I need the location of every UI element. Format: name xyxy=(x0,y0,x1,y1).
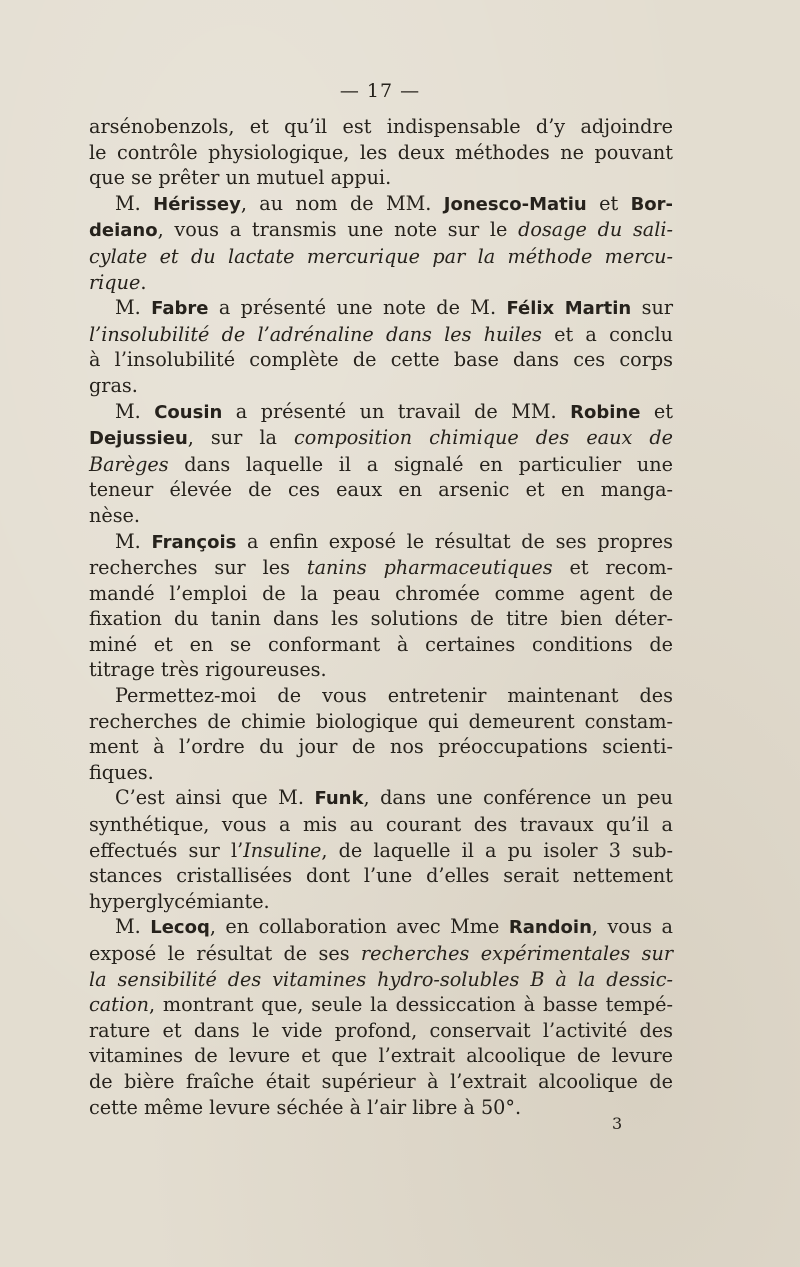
text-line xyxy=(89,1018,673,1044)
text-run: C’est ainsi que M. xyxy=(115,786,315,810)
body-text xyxy=(89,114,673,1120)
text-line xyxy=(89,1069,673,1095)
author-name: deiano xyxy=(89,220,158,242)
text-run: M. xyxy=(115,399,155,423)
text-run: et xyxy=(640,399,673,423)
italic-title: recherches expérimentales sur xyxy=(360,942,673,965)
text-run: exposé le résultat de ses xyxy=(89,942,361,965)
text-run: vitamines de levure et que l’extrait alcoolique de levure xyxy=(89,1044,673,1068)
text-line xyxy=(89,529,673,556)
text-line xyxy=(89,863,673,889)
text-run: , sur la xyxy=(187,426,295,450)
text-line xyxy=(89,760,673,786)
text-run: rature et dans le vide profond, conservait l’activité des xyxy=(89,1018,673,1042)
italic-title: la sensibilité des vitamines hydro-solubles B à la dessic- xyxy=(89,967,673,991)
text-line xyxy=(89,244,673,270)
text-run: a présenté un travail de MM. xyxy=(222,399,571,423)
author-name: Funk xyxy=(314,788,364,810)
text-line xyxy=(89,373,673,399)
author-name: Hérissey xyxy=(153,193,241,215)
author-name: Randoin xyxy=(508,917,592,939)
author-name: Jonesco-Matiu xyxy=(443,193,587,215)
text-line xyxy=(89,657,673,683)
author-name: Félix Martin xyxy=(506,298,632,320)
author-name: Fabre xyxy=(151,298,209,320)
text-line xyxy=(89,217,673,244)
text-line xyxy=(89,992,673,1018)
text-run: de bière fraîche était supérieur à l’extrait alcoolique de xyxy=(89,1069,673,1093)
text-line xyxy=(89,838,673,864)
text-run: fixation du tanin dans les solutions de titre bien déter- xyxy=(89,607,673,631)
text-line xyxy=(89,191,673,218)
text-line xyxy=(89,270,673,296)
text-run: , vous a xyxy=(591,915,673,939)
author-name: Cousin xyxy=(154,401,223,423)
text-line xyxy=(89,632,673,658)
text-run: recherches de chimie biologique qui demeurent constam- xyxy=(89,709,673,733)
text-line xyxy=(89,889,673,915)
text-line xyxy=(89,140,673,166)
text-line xyxy=(89,967,673,993)
text-run: nèse. xyxy=(89,503,141,527)
text-run: a enfin exposé le résultat de ses propres xyxy=(236,529,673,553)
text-run: a présenté une note de M. xyxy=(208,296,507,320)
text-run: le contrôle physiologique, les deux méthodes ne pouvant xyxy=(89,140,673,164)
text-run: , au nom de MM. xyxy=(240,191,444,215)
italic-title: tanins pharmaceutiques xyxy=(306,556,553,580)
text-line xyxy=(89,114,673,140)
author-name: Lecoq xyxy=(150,917,210,939)
text-line xyxy=(89,812,673,838)
italic-title: Barèges xyxy=(89,452,169,476)
italic-title: l’insolubilité de l’adrénaline dans les huiles xyxy=(89,322,542,346)
text-run: dans laquelle il a signalé en particulier une xyxy=(168,452,673,476)
text-line xyxy=(89,425,673,452)
text-line xyxy=(89,399,673,426)
text-run: et xyxy=(586,191,631,215)
text-run: et a conclu xyxy=(541,322,673,346)
italic-title: dosage du sali- xyxy=(518,218,674,242)
author-name: Robine xyxy=(570,401,641,423)
text-line xyxy=(89,683,673,709)
text-run: , montrant que, seule la dessiccation à basse tempé- xyxy=(148,993,673,1017)
text-run: sur xyxy=(631,296,673,320)
text-run: M. xyxy=(115,191,154,215)
text-run: M. xyxy=(115,915,151,939)
text-line xyxy=(89,709,673,735)
author-name: Dejussieu xyxy=(89,428,188,450)
italic-title: cylate et du lactate mercurique par la méthode mercu- xyxy=(89,244,673,268)
text-run: hyperglycémiante. xyxy=(89,889,270,913)
text-line xyxy=(89,785,673,812)
text-line xyxy=(89,1043,673,1069)
text-line xyxy=(89,606,673,632)
text-run: fiques. xyxy=(89,760,154,784)
text-line xyxy=(89,322,673,348)
text-run: stances cristallisées dont l’une d’elles serait nettement xyxy=(89,864,673,888)
italic-title: composition chimique des eaux de xyxy=(294,426,673,450)
italic-title: cation xyxy=(89,993,149,1017)
text-run: arsénobenzols, et qu’il est indispensable d’y adjoindre xyxy=(89,115,673,138)
text-line xyxy=(89,555,673,581)
text-run: . xyxy=(140,270,147,294)
text-run: effectués sur l’ xyxy=(89,838,244,862)
text-run: , de laquelle il a pu isoler 3 sub- xyxy=(321,838,673,862)
text-line xyxy=(89,1095,673,1121)
italic-title: rique xyxy=(89,270,141,294)
author-name: François xyxy=(151,531,237,553)
text-run: Permettez-moi de vous entretenir maintenant des xyxy=(115,684,673,708)
page-number: — 17 — xyxy=(339,80,421,102)
text-run: cette même levure séchée à l’air libre à 50°. xyxy=(89,1095,522,1119)
text-run: , vous a transmis une note sur le xyxy=(157,218,519,242)
text-run: et recom- xyxy=(552,556,673,580)
text-line xyxy=(89,581,673,607)
text-line xyxy=(89,295,673,322)
text-line xyxy=(89,914,673,941)
author-name: Bor- xyxy=(630,193,673,215)
text-run: M. xyxy=(115,296,152,320)
text-run: miné et en se conformant à certaines conditions de xyxy=(89,632,673,656)
signature-mark: 3 xyxy=(612,1114,623,1133)
italic-title: Insuline xyxy=(243,838,322,862)
text-line xyxy=(89,165,673,191)
text-line xyxy=(89,477,673,503)
text-run: mandé l’emploi de la peau chromée comme agent de xyxy=(89,581,673,605)
text-run: que se prêter un mutuel appui. xyxy=(89,166,392,190)
text-line xyxy=(89,941,673,967)
text-run: , en collaboration avec Mme xyxy=(209,915,509,939)
text-line xyxy=(89,347,673,373)
text-run: ment à l’ordre du jour de nos préoccupations scienti- xyxy=(89,735,673,759)
text-run: titrage très rigoureuses. xyxy=(89,658,327,682)
text-run: teneur élevée de ces eaux en arsenic et en manga- xyxy=(89,478,673,502)
text-run: M. xyxy=(115,529,152,553)
text-line xyxy=(89,503,673,529)
text-run: recherches sur les xyxy=(89,556,307,580)
text-run: à l’insolubilité complète de cette base dans ces corps xyxy=(89,348,673,372)
text-run: gras. xyxy=(89,373,138,397)
text-run: , dans une conférence un peu xyxy=(363,786,674,810)
text-run: synthétique, vous a mis au courant des travaux qu’il a xyxy=(89,813,673,837)
text-line xyxy=(89,452,673,478)
text-line xyxy=(89,734,673,760)
